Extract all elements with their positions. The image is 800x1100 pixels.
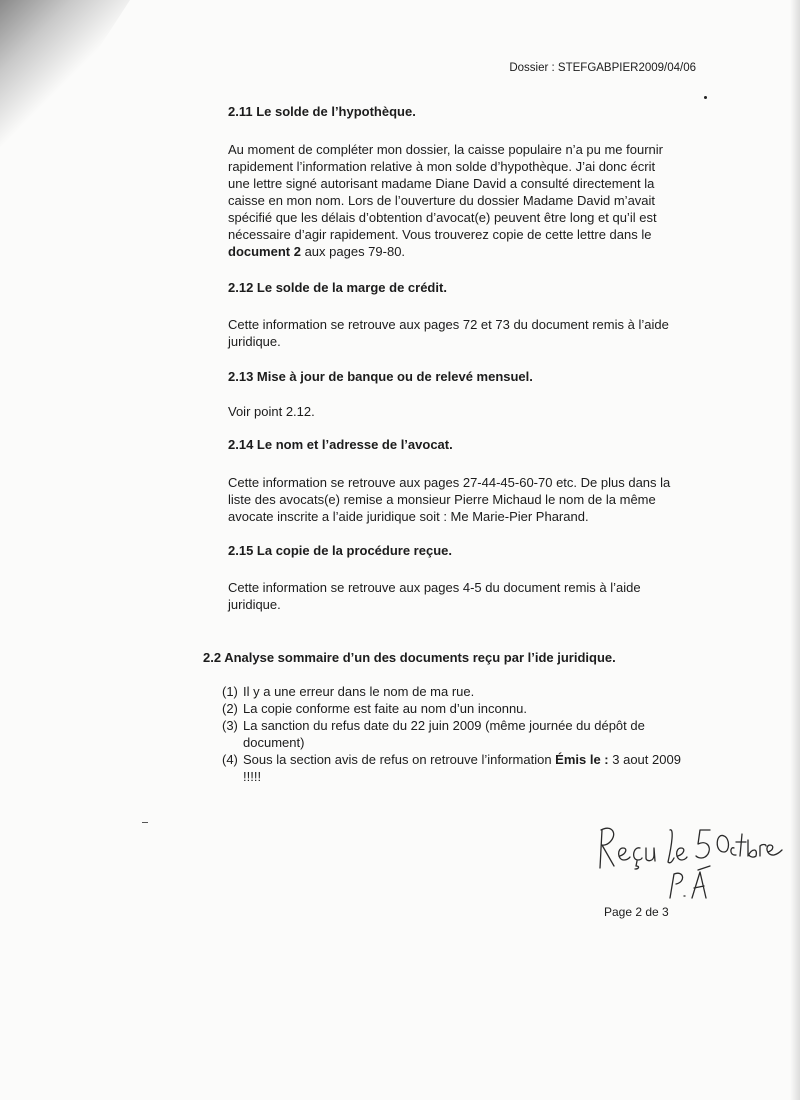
section-body-2-15 (228, 579, 683, 613)
section-title-2-2: 2.2 Analyse sommaire d’un des documents reçu par l’ide juridique. (203, 650, 616, 665)
document-reference: document 2 (228, 244, 301, 259)
list-text: La sanction du refus date du 22 juin 2009 (même journée du dépôt de document) (243, 718, 645, 750)
text-line: rapidement l’information relative à mon solde d’hypothèque. J’ai donc écrit (228, 159, 656, 174)
list-number: (2) (222, 701, 238, 716)
section-body-2-12 (228, 316, 683, 350)
analysis-list (222, 683, 692, 785)
section-title-2-13: 2.13 Mise à jour de banque ou de relevé mensuel. (228, 369, 533, 384)
section-title-2-14: 2.14 Le nom et l’adresse de l’avocat. (228, 437, 453, 452)
text-line (228, 243, 683, 260)
folded-corner-shadow (0, 0, 130, 200)
text-line: liste des avocats(e) remise a monsieur Pierre Michaud le nom de la même (228, 492, 656, 507)
text-line: caisse en mon nom. Lors de l’ouverture du dossier Madame David m’avait (228, 193, 656, 208)
text-line: une lettre signé autorisant madame Diane David a consulté directement la (228, 176, 655, 191)
dossier-reference: Dossier : STEFGABPIER2009/04/06 (509, 62, 696, 74)
section-body-2-11 (228, 141, 683, 260)
text-line: spécifié que les délais d’obtention d’avocat(e) peuvent être long et qu’il est (228, 210, 657, 225)
text-line: Au moment de compléter mon dossier, la caisse populaire n’a pu me fournir (228, 142, 663, 157)
list-number: (3) (222, 718, 238, 733)
issued-label: Émis le : (555, 752, 609, 767)
text-line: Cette information se retrouve aux pages 72 et 73 du document remis à l’aide (228, 317, 669, 332)
text-line: Voir point 2.12. (228, 404, 315, 419)
text-line: Cette information se retrouve aux pages 27-44-45-60-70 etc. De plus dans la (228, 475, 671, 490)
list-item (222, 700, 692, 717)
list-text-part: Sous la section avis de refus on retrouve l’information (243, 752, 556, 767)
page-edge-shadow (790, 0, 800, 1100)
list-text (243, 751, 692, 785)
list-item (222, 683, 692, 700)
section-title-2-12: 2.12 Le solde de la marge de crédit. (228, 280, 447, 295)
list-text: La copie conforme est faite au nom d’un inconnu. (243, 701, 528, 716)
list-number: (4) (222, 752, 238, 767)
section-body-2-13 (228, 403, 683, 420)
page-reference: aux pages 79-80. (300, 244, 406, 259)
page-number: Page 2 de 3 (604, 905, 669, 919)
list-text-part: 3 aout 2009 !!!!! (243, 752, 681, 784)
list-number: (1) (222, 684, 238, 699)
list-text: Il y a une erreur dans le nom de ma rue. (243, 684, 475, 699)
text-line: nécessaire d’agir rapidement. Vous trouverez copie de cette lettre dans le (228, 227, 652, 242)
section-title-2-15: 2.15 La copie de la procédure reçue. (228, 543, 452, 558)
text-line: juridique. (228, 597, 281, 612)
section-body-2-14 (228, 474, 683, 525)
text-line: Cette information se retrouve aux pages 4-5 du document remis à l’aide (228, 580, 641, 595)
text-line: juridique. (228, 334, 281, 349)
handwritten-received-note (588, 800, 788, 910)
text-line: avocate inscrite a l’aide juridique soit : Me Marie-Pier Pharand. (228, 509, 589, 524)
list-item (222, 751, 692, 785)
list-item (222, 717, 692, 751)
section-title-2-11: 2.11 Le solde de l’hypothèque. (228, 104, 416, 119)
scan-tick-mark (142, 822, 148, 823)
scan-speck (704, 96, 707, 99)
